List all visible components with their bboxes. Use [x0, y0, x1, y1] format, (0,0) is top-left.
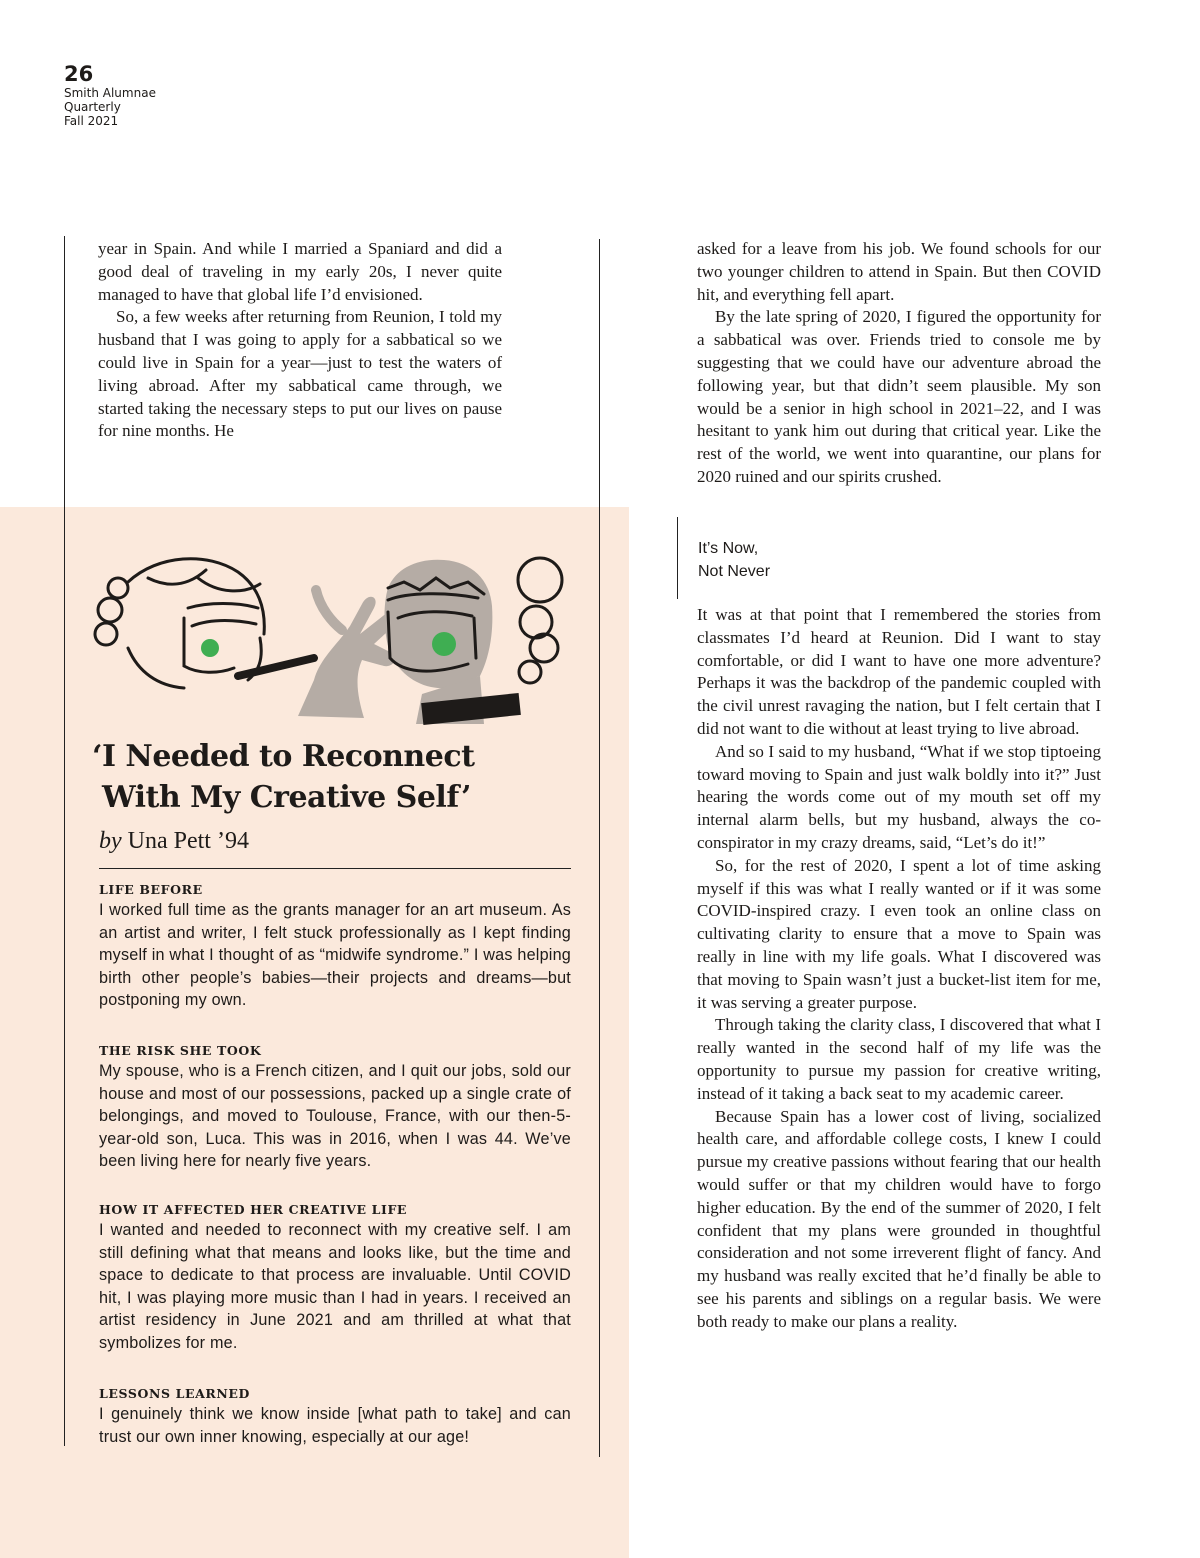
sidebar-section-text: My spouse, who is a French citizen, and I quit our jobs, sold our house and most of our possessions, packed up a single crate of belongings, and moved to Toulouse, France, with our then-5-year-old son, Luca. This was in 2016, when I was 44. We’ve been living here for nearly five years. — [99, 1062, 571, 1171]
column-rule-left — [64, 236, 65, 1446]
page-folio — [64, 62, 156, 128]
paragraph: So, a few weeks after returning from Reunion, I told my husband that I was going to apply for a sabbatical so we could live in Spain for a year—just to test the waters of living abroad. After my sabbatical came through, we started taking the necessary steps to put our lives on pause for nine months. He — [98, 307, 502, 441]
right-green-dot — [432, 632, 456, 656]
paragraph: Through taking the clarity class, I discovered that what I really wanted in the second half of my life was the opportunity to pursue my passion for creative writing, instead of it taking a back seat to my academic career. — [697, 1015, 1101, 1103]
byline-name: Una Pett ’94 — [127, 828, 249, 854]
sidebar-section-text: I genuinely think we know inside [what path to take] and can trust our own inner knowing, especially at our age! — [99, 1405, 571, 1446]
paragraph: And so I said to my husband, “What if we stop tiptoeing toward moving to Spain and just walk boldly into it?” Just hearing the words come out of my mouth set off my internal alarm bells, but my husband, always the co-conspirator in my crazy dreams, said, “Let’s do it!” — [697, 741, 1101, 852]
byline-rule — [99, 868, 571, 869]
sidebar-title — [92, 736, 474, 818]
paragraph: It was at that point that I remembered the stories from classmates I’d heard at Reunion. Did I want to stay comfortable, or did I want to have one more adventure? Perhaps it was the backdrop of the pandemic coupled with the civil unrest ravaging the nation, but I felt certain that I did not want to die without at least trying to live abroad. — [697, 605, 1101, 738]
section-subhead — [698, 537, 770, 583]
paragraph: Because Spain has a lower cost of living, socialized health care, and affordable college costs, I knew I could pursue my creative passions without fearing that our health would suffer or that my children would have to forgo higher education. By the end of the summer of 2020, I felt confident that my plans were grounded in thoughtful consideration and not some irreverent flight of fancy. And my husband was really excited that he’d finally be able to see his parents and siblings on a regular basis. We were both ready to make our plans a reality. — [697, 1106, 1101, 1331]
issue-date: Fall 2021 — [64, 114, 119, 128]
article-column-b — [697, 238, 1101, 489]
subhead-rule — [677, 517, 678, 599]
byline-prefix: by — [99, 828, 122, 854]
pen — [238, 658, 314, 676]
sidebar-section-text: I worked full time as the grants manager for an art museum. As an artist and writer, I felt stuck professionally as I kept finding myself in what I thought of as “midwife syndrome.” I was helping birth other people’s babies—their projects and dreams—but postponing my own. — [99, 901, 571, 1010]
paragraph: So, for the rest of 2020, I spent a lot of time asking myself if this was what I really wanted or if it was some COVID-inspired crazy. I even took an online class on cultivating clarity to ensure that a move to Spain was really in line with my life goals. What I discovered was that moving to Spain wasn’t just a bucket-list item for me, it was serving a greater purpose. — [697, 855, 1101, 1012]
sidebar-section-risk — [99, 1042, 571, 1173]
publication-name-line2: Quarterly — [64, 100, 121, 114]
left-green-dot — [201, 639, 219, 657]
paragraph: year in Spain. And while I married a Spaniard and did a good deal of traveling in my early 20s, I never quite managed to have that global life I’d envisioned. — [98, 239, 502, 304]
sidebar-title-line2: With My Creative Self’ — [102, 780, 471, 815]
sidebar-section-heading: LIFE BEFORE — [99, 882, 203, 897]
sidebar-section-lessons — [99, 1385, 571, 1448]
sidebar-section-heading: HOW IT AFFECTED HER CREATIVE LIFE — [99, 1202, 408, 1217]
publication-name-line1: Smith Alumnae — [64, 86, 156, 100]
sidebar-section-creative-life — [99, 1201, 571, 1355]
sidebar-section-life-before — [99, 881, 571, 1012]
sidebar-section-text: I wanted and needed to reconnect with my creative self. I am still defining what that means and looks like, but the time and space to dedicate to that process are invaluable. Until COVID hit, I was playing more music than I had in years. I received an artist residency in June 2021 and am thrilled at what that symbolizes for me. — [99, 1221, 571, 1352]
sidebar-title-line1: ‘I Needed to Reconnect — [92, 739, 475, 774]
subhead-line2: Not Never — [698, 563, 771, 580]
paragraph: asked for a leave from his job. We found schools for our two younger children to attend in Spain. But then COVID hit, and everything fell apart. — [697, 239, 1101, 304]
two-masked-faces-illustration-icon — [88, 548, 568, 726]
left-figure — [95, 559, 264, 688]
page-number: 26 — [64, 62, 94, 86]
sidebar-section-heading: LESSONS LEARNED — [99, 1386, 250, 1401]
subhead-line1: It’s Now, — [698, 540, 759, 557]
paragraph: By the late spring of 2020, I figured the opportunity for a sabbatical was over. Friends tried to console me by suggesting that we could have our adventure abroad the following year, but that didn’t seem plausible. My son would be a senior in high school in 2021–22, and I was hesitant to yank him out during that critical year. Like the rest of the world, we went into quarantine, our plans for 2020 ruined and our spirits crushed. — [697, 307, 1101, 486]
article-column-a — [98, 238, 502, 443]
byline — [99, 826, 249, 856]
column-rule-middle — [599, 239, 600, 1457]
article-column-c — [697, 604, 1101, 1334]
sidebar-section-heading: THE RISK SHE TOOK — [99, 1043, 262, 1058]
